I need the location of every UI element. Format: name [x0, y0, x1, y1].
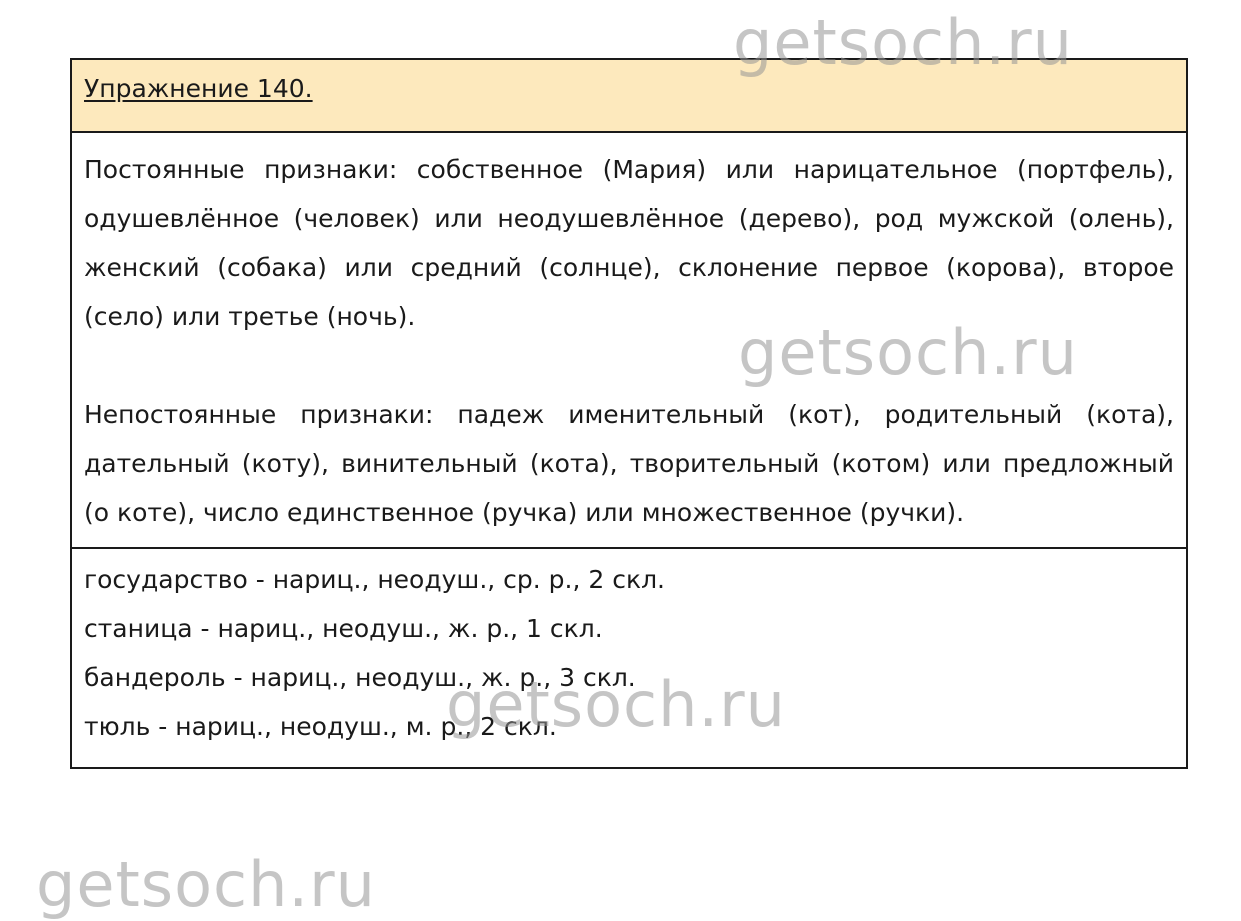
watermark: getsoch.ru	[446, 668, 786, 741]
watermark: getsoch.ru	[738, 316, 1078, 389]
noun-properties-section	[72, 133, 1186, 549]
exercise-table	[70, 58, 1188, 769]
variable-properties-text: Непостоянные признаки: падеж именительный (кот), родительный (кота), дательный (коту), винительный (кота), творительный (котом) или предложный (о коте), число единственное (ручка) или множественное (ручки).	[84, 400, 1174, 527]
constant-properties-text: Постоянные признаки: собственное (Мария) или нарицательное (портфель), одушевлённое (человек) или неодушевлённое (дерево), род мужской (олень), женский (собака) или средний (солнце), склонение первое (корова), второе (село) или третье (ночь).	[84, 155, 1174, 331]
exercise-title: Упражнение 140.	[84, 74, 313, 103]
exercise-header	[72, 60, 1186, 133]
word-analysis-line: тюль - нариц., неодуш., м. р., 2 скл.	[84, 712, 557, 741]
word-analysis-line: бандероль - нариц., неодуш., ж. р., 3 скл.	[84, 663, 636, 692]
paragraph-spacer	[84, 341, 1174, 390]
word-analysis-section	[72, 549, 1186, 767]
word-analysis-line: государство - нариц., неодуш., ср. р., 2 скл.	[84, 565, 665, 594]
watermark: getsoch.ru	[36, 848, 376, 921]
watermark: getsoch.ru	[733, 6, 1073, 79]
word-analysis-line: станица - нариц., неодуш., ж. р., 1 скл.	[84, 614, 603, 643]
